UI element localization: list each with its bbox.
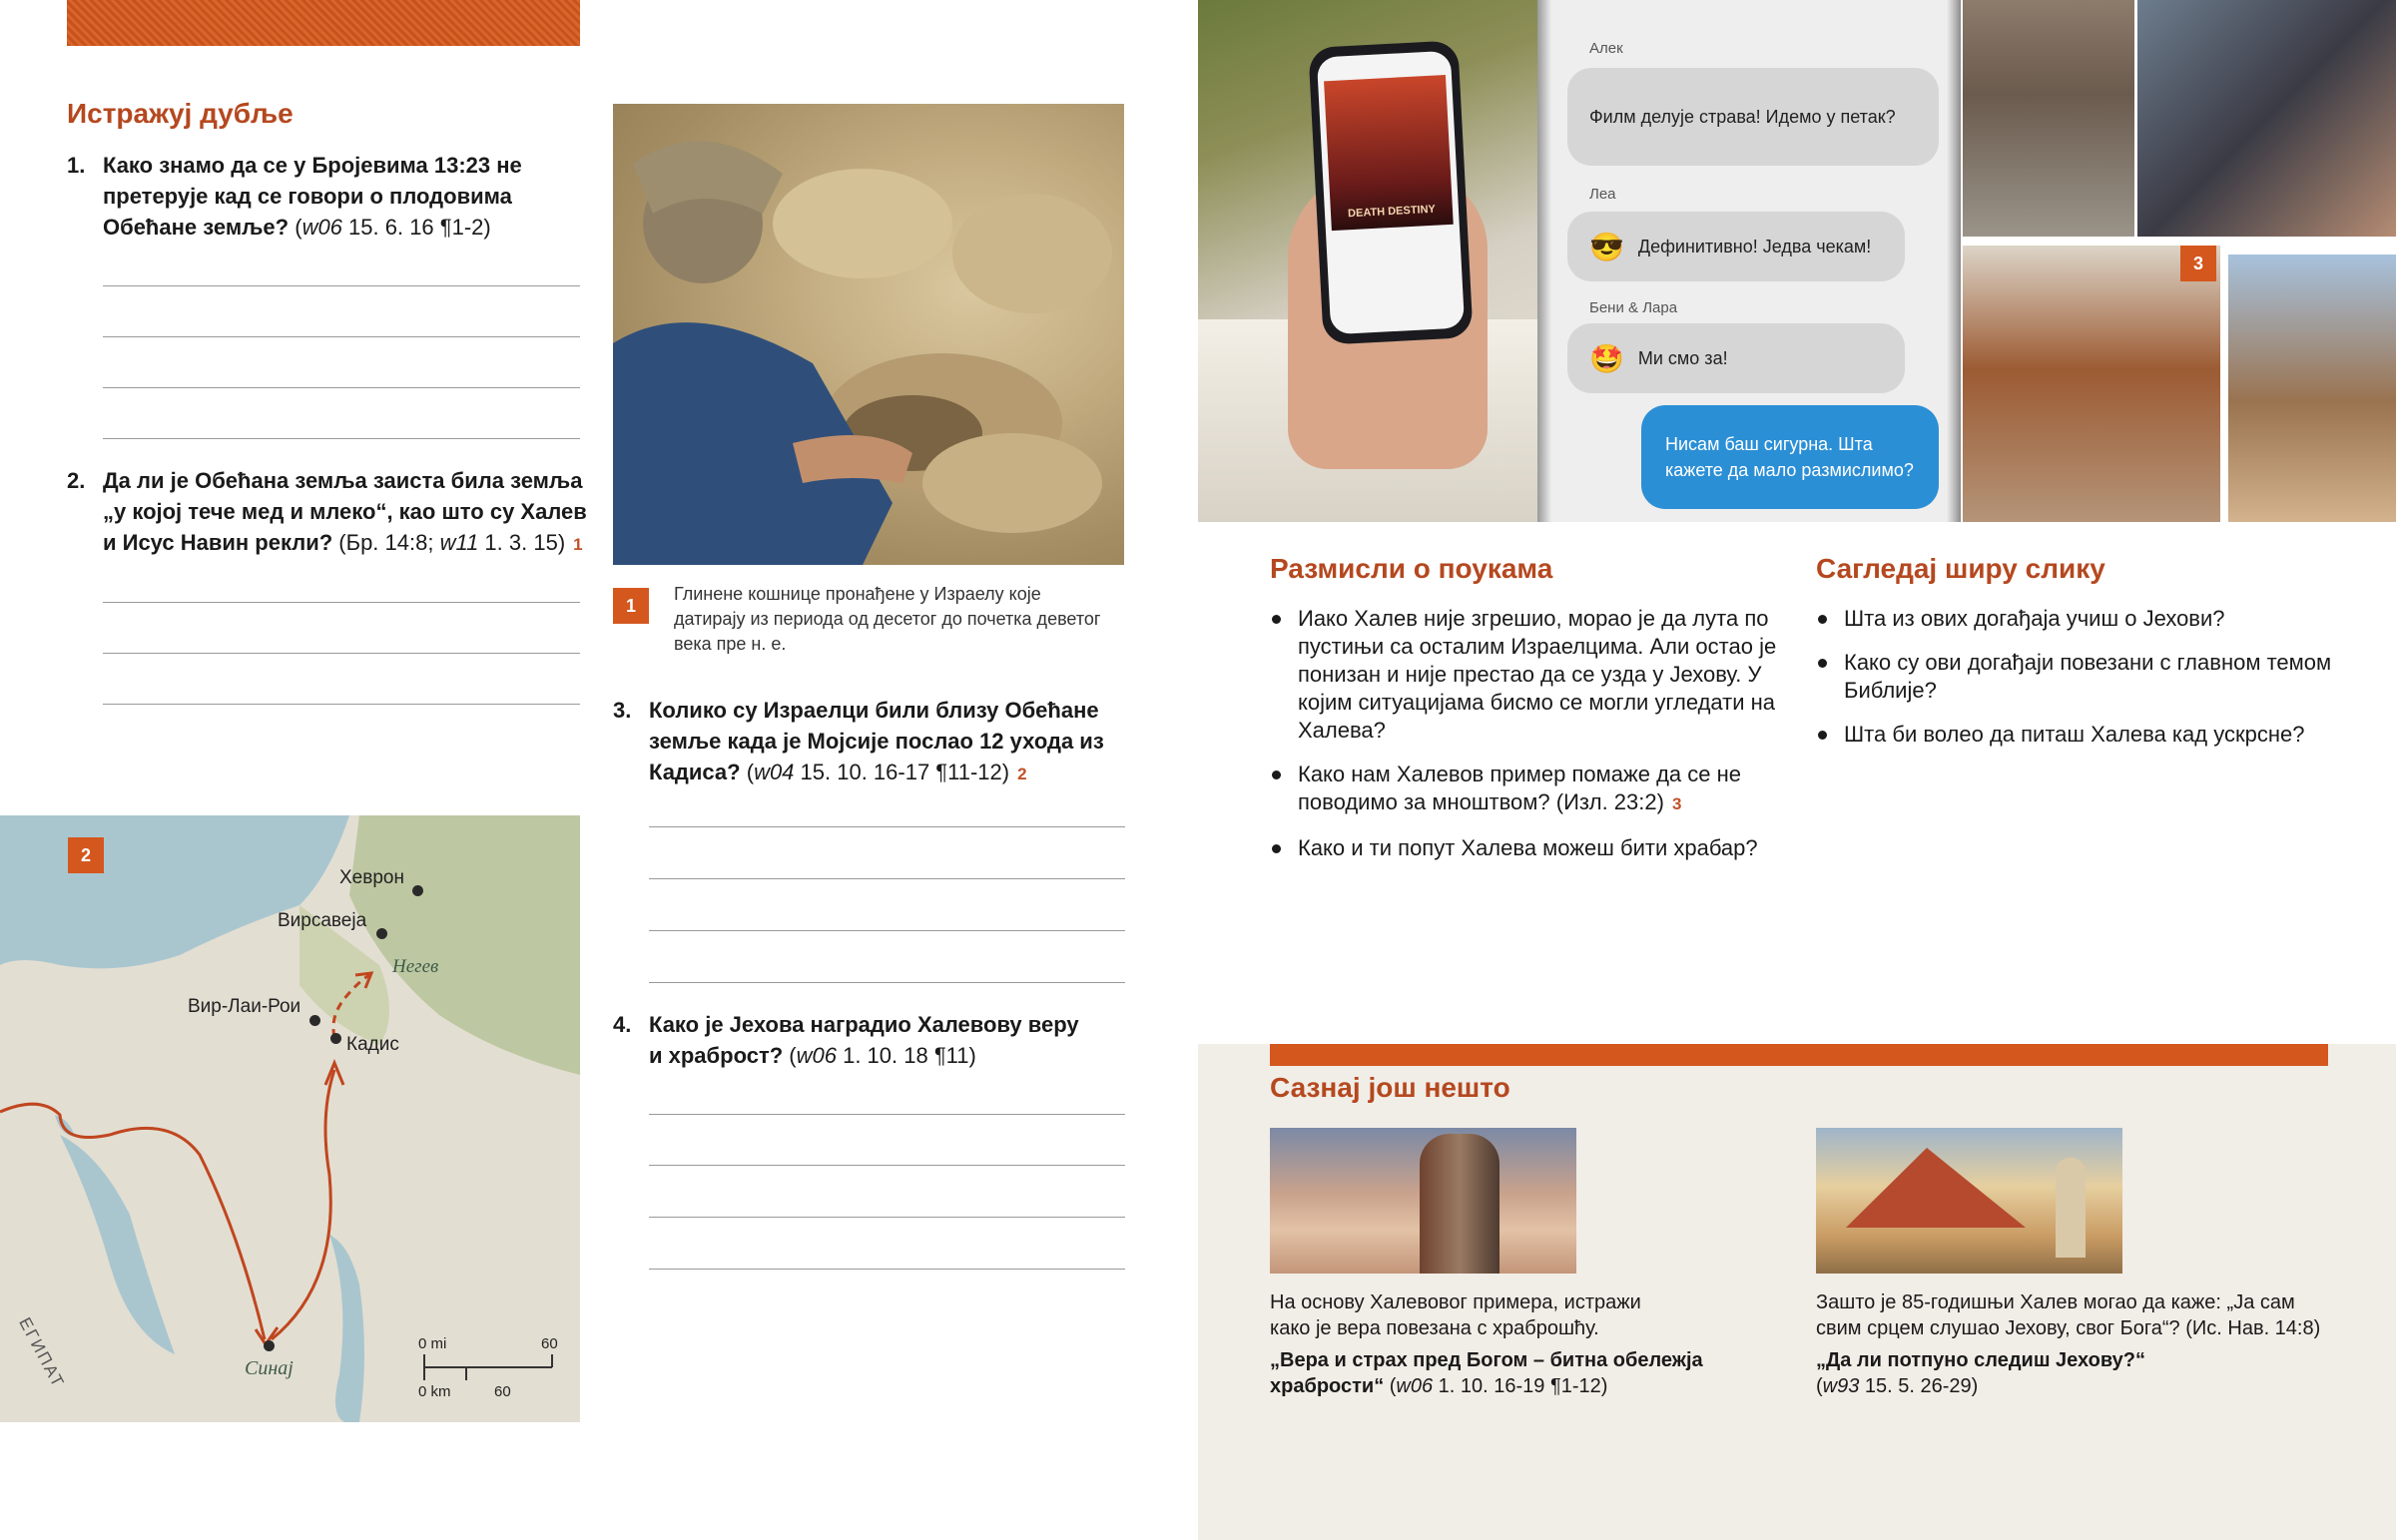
answer-line[interactable]: [103, 438, 580, 439]
reference: (: [783, 1043, 797, 1068]
question-4: [613, 1009, 1132, 1079]
section-title-learn-more: Сазнај још нешто: [1270, 1072, 1510, 1103]
answer-line[interactable]: [649, 1269, 1125, 1270]
smartphone: [1308, 40, 1473, 344]
reference-publication: w93: [1822, 1375, 1860, 1397]
learn-more-text-1: На основу Халевовог примера, истражи како је вера повезана с храброшћу.: [1270, 1291, 1641, 1339]
answer-line[interactable]: [649, 1114, 1125, 1115]
reference-publication: w06: [1396, 1375, 1434, 1397]
answer-line[interactable]: [103, 602, 580, 603]
reference: 15. 5. 26-29): [1859, 1375, 1979, 1397]
chat-message-text: Филм делује страва! Идемо у петак?: [1589, 106, 1896, 127]
chat-message: [1567, 212, 1905, 281]
answer-line[interactable]: [649, 982, 1125, 983]
painting-caleb-wilderness: [1270, 1128, 1576, 1274]
list-item-text: Како нам Халевов пример помаже да се не поводимо за мноштвом? (Изл. 23:2): [1298, 762, 1741, 814]
chat-sender: Леа: [1589, 186, 1616, 203]
map-terrain: [0, 815, 580, 1422]
list-item-text: Иако Халев није згрешио, морао је да лута по пустињи са осталим Израелцима. Али остао је понизан и није престао да се узда у Јехову. У којим ситуацијама бисмо се могли угледати на Халева?: [1298, 606, 1777, 743]
list-item: [1816, 721, 2335, 749]
tent: [1846, 1148, 2026, 1228]
question-text: Колико су Израелци били близу Обећане: [649, 698, 1099, 723]
scale-km-value: 60: [494, 1383, 511, 1400]
reference: (: [1816, 1375, 1823, 1397]
reference: 1. 3. 15): [478, 530, 566, 555]
movie-poster: [1324, 75, 1454, 231]
reference-publication: w06: [301, 215, 342, 240]
question-text: и храброст?: [649, 1043, 784, 1068]
label-sinai: Синај: [245, 1357, 294, 1379]
label-hebron: Хеврон: [339, 867, 404, 888]
reference: 15. 6. 16 ¶1-2): [341, 215, 491, 240]
reference-publication: w04: [754, 760, 795, 784]
photo-woman-outdoors: [2228, 255, 2396, 522]
robed-figure: [1420, 1134, 1499, 1274]
question-text: земље када је Мојсије послао 12 ухода из: [649, 729, 1104, 754]
question-text: Кадиса?: [649, 760, 741, 784]
chat-message-text: Дефинитивно! Једва чекам!: [1637, 236, 1872, 257]
phone-screen: [1317, 51, 1465, 335]
question-number: 2.: [67, 468, 86, 493]
label-beer-lahai-roi: Вир-Лаи-Рои: [188, 996, 301, 1017]
question-text: претерује кад се говори о плодовима: [103, 184, 512, 209]
answer-line[interactable]: [103, 285, 580, 286]
city-marker-sinai: [264, 1340, 275, 1351]
list-item: [1270, 605, 1789, 745]
question-1: [67, 150, 596, 250]
question-text: Како знамо да се у Бројевима 13:23 не: [103, 153, 522, 178]
map-badge: 2: [68, 837, 104, 873]
reference: 15. 10. 16-17 ¶11-12): [794, 760, 1010, 784]
question-2: [67, 465, 606, 565]
label-negev: Негев: [392, 956, 439, 977]
reference: (: [289, 215, 302, 240]
archaeology-photo: [613, 104, 1124, 565]
section-title-explore: Истражуј дубље: [67, 98, 294, 129]
list-item-text: Шта из ових догађаја учиш о Јехови?: [1844, 606, 2225, 631]
question-text: Како је Јехова наградио Халевову веру: [649, 1012, 1079, 1037]
excavation-illustration: [613, 104, 1124, 565]
reference: 1. 10. 18 ¶11): [836, 1043, 976, 1068]
route-map: [0, 815, 580, 1422]
movie-title: DEATH DESTINY: [1347, 203, 1437, 221]
photo-1-badge: 1: [613, 588, 649, 624]
answer-line[interactable]: [103, 653, 580, 654]
chat-message: [1567, 68, 1939, 166]
image-ref-number: 2: [1017, 765, 1027, 783]
scale-km-label: 0 km: [418, 1383, 451, 1400]
answer-line[interactable]: [103, 704, 580, 705]
section-title-big-picture: Сагледај ширу слику: [1816, 553, 2105, 584]
answer-line[interactable]: [103, 336, 580, 337]
chat-message: [1567, 323, 1905, 393]
list-item-text: Шта би волео да питаш Халева кад ускрсне?: [1844, 722, 2305, 747]
question-number: 3.: [613, 698, 632, 723]
article-link-2[interactable]: [1816, 1347, 2335, 1399]
painting-caleb-tent: [1816, 1128, 2122, 1274]
section-title-reflect: Размисли о поукама: [1270, 553, 1553, 584]
sunglasses-emoji-icon: 😎: [1589, 231, 1624, 262]
city-marker-kadesh: [330, 1033, 341, 1044]
star-struck-emoji-icon: 🤩: [1589, 342, 1624, 374]
article-title[interactable]: „Вера и страх пред Богом – битна обележја храбрости“: [1270, 1349, 1703, 1397]
chat-message-text: Нисам баш сигурна. Шта кажете да мало размислимо?: [1665, 434, 1914, 480]
header-texture-strip: [67, 0, 580, 46]
list-item: [1816, 649, 2335, 705]
question-text: Да ли је Обећана земља заиста била земља: [103, 468, 583, 493]
reference-publication: w11: [439, 530, 479, 555]
list-item-text: Како и ти попут Халева можеш бити храбар?: [1298, 835, 1758, 860]
photo-woman-at-table: [1963, 246, 2220, 522]
answer-line[interactable]: [649, 826, 1125, 827]
answer-line[interactable]: [649, 930, 1125, 931]
scale-mi-label: 0 mi: [418, 1335, 447, 1352]
article-link-1[interactable]: [1270, 1347, 1709, 1399]
question-text: и Исус Навин рекли?: [103, 530, 333, 555]
phone-hand-photo: [1198, 0, 1537, 522]
chat-message-text: Ми смо за!: [1637, 347, 1728, 368]
list-item: [1270, 761, 1789, 818]
reference: (Бр. 14:8;: [332, 530, 440, 555]
question-number: 4.: [613, 1012, 632, 1037]
scale-mi-value: 60: [541, 1335, 558, 1352]
people-collage: [1961, 0, 2396, 522]
city-marker-beer-lahai-roi: [309, 1015, 320, 1026]
answer-line[interactable]: [649, 1165, 1125, 1166]
learn-more-panel: [1198, 1044, 2396, 1540]
city-marker-hebron: [412, 885, 423, 896]
question-text: Обећане земље?: [103, 215, 290, 240]
answer-line[interactable]: [103, 387, 580, 388]
list-item: [1816, 605, 2335, 633]
learn-more-bar: [1270, 1044, 2328, 1066]
image-ref-number: 3: [1671, 794, 1682, 813]
learn-more-text-2: Зашто је 85-годишњи Халев могао да каже: „Ја сам свим срцем слушао Јехову, свог Бога“? (Ис. Нав. 14:8): [1816, 1291, 2321, 1339]
big-picture-list: [1816, 605, 2335, 765]
reflect-list: [1270, 605, 1789, 878]
reference: 1. 10. 16-19 ¶1-12): [1433, 1375, 1608, 1397]
image-ref-number: 1: [573, 535, 583, 554]
list-item-text: Како су ови догађаји повезани с главном темом Библије?: [1844, 650, 2332, 703]
question-text: „у којој тече мед и млеко“, као што су Халев: [103, 499, 587, 524]
chat-screen: [1537, 0, 1961, 522]
photo-couple-in-car: [2137, 0, 2396, 237]
chat-sender: Бени & Лара: [1589, 299, 1678, 316]
photo-man-with-phone: [1963, 0, 2134, 237]
answer-line[interactable]: [649, 1217, 1125, 1218]
label-egypt: ЕГИПАТ: [15, 1314, 69, 1392]
city-marker-beersheba: [376, 928, 387, 939]
list-item: [1270, 834, 1789, 862]
reference: (: [1384, 1375, 1397, 1397]
article-title[interactable]: „Да ли потпуно следиш Јехову?“: [1816, 1349, 2145, 1371]
photo-3-badge: 3: [2180, 246, 2216, 281]
question-3: [613, 695, 1132, 794]
label-kadesh: Кадис: [346, 1034, 399, 1055]
reference-publication: w06: [796, 1043, 837, 1068]
chat-sender: Алек: [1589, 40, 1623, 57]
reference: (: [740, 760, 755, 784]
question-number: 1.: [67, 153, 86, 178]
photo-1-caption: Глинене кошнице пронађене у Израелу које датирају из периода од десетог до почетка деветог века пре н. е.: [674, 584, 1101, 654]
label-beersheba: Вирсавеја: [278, 910, 367, 931]
chat-message-sent: [1641, 405, 1939, 509]
answer-line[interactable]: [649, 878, 1125, 879]
figure: [2056, 1158, 2086, 1258]
